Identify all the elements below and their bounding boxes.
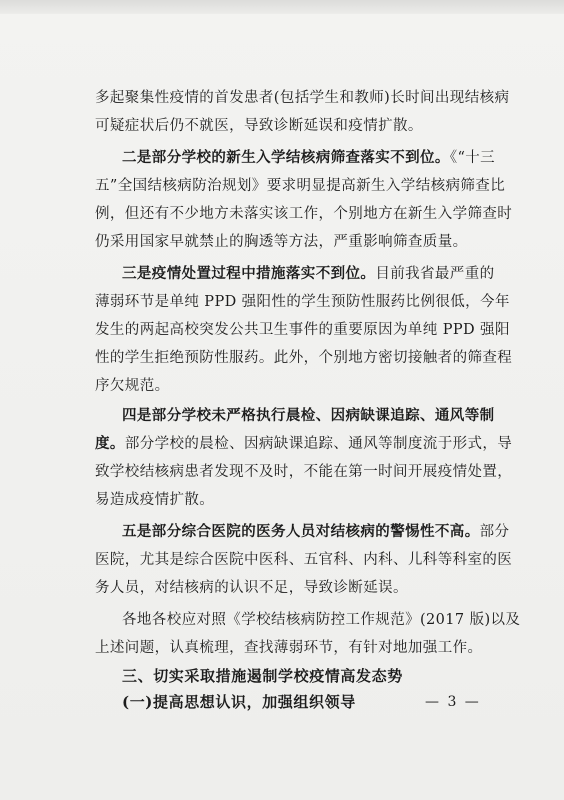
page-number: — 3 — — [425, 694, 481, 710]
paragraph-2-line-1 — [122, 148, 495, 168]
section-heading: 三、切实采取措施遏制学校疫情高发态势 — [122, 667, 403, 685]
paragraph-2-line-1-rest: 《“十三 — [449, 150, 496, 166]
paragraph-4-lead: 四是部分学校未严格执行晨检、因病缺课追踪、通风等制 — [122, 407, 495, 424]
paragraph-5-line-3: 务人员，对结核病的认识不足，导致诊断延误。 — [95, 580, 408, 596]
paragraph-2-lead: 二是部分学校的新生入学结核病筛查落实不到位。 — [122, 149, 450, 166]
paragraph-5-line-1-rest: 部分 — [479, 524, 510, 540]
subsection-heading: (一)提高思想认识，加强组织领导 — [122, 693, 356, 711]
paragraph-5-line-1 — [122, 522, 510, 542]
paragraph-5-line-2: 医院，尤其是综合医院中医科、五官科、内科、儿科等科室的医 — [95, 552, 513, 568]
paragraph-4-line-1-rest: 部分学校的晨检、因病缺课追踪、通风等制度流于形式，导 — [124, 436, 513, 452]
paragraph-3-line-4: 性的学生拒绝预防性服药。此外，个别地方密切接触者的筛查程 — [95, 350, 513, 366]
paragraph-3-line-1-rest: 目前我省最严重的 — [375, 266, 495, 282]
paragraph-2-line-4: 仍采用国家早就禁止的胸透等方法，严重影响筛查质量。 — [95, 234, 468, 250]
paragraph-3-line-1 — [122, 264, 495, 284]
paragraph-1-line-2: 可疑症状后仍不就医，导致诊断延误和疫情扩散。 — [95, 118, 423, 134]
paragraph-4-line-2: 致学校结核病患者发现不及时，不能在第一时间开展疫情处置， — [95, 464, 513, 480]
paragraph-3-line-2: 薄弱环节是单纯 PPD 强阳性的学生预防性服药比例很低，今年 — [95, 294, 510, 310]
paragraph-2-line-3: 例，但还有不少地方未落实该工作，个别地方在新生入学筛查时 — [95, 206, 513, 222]
paragraph-3-line-5: 序欠规范。 — [95, 378, 170, 394]
paragraph-5-lead: 五是部分综合医院的医务人员对结核病的警惕性不高。 — [122, 523, 480, 540]
paragraph-4-line-1 — [95, 434, 513, 454]
paragraph-2-line-2: 五”全国结核病防治规划》要求明显提高新生入学结核病筛查比 — [95, 178, 506, 194]
paragraph-3-lead: 三是疫情处置过程中措施落实不到位。 — [122, 265, 376, 282]
paragraph-3-line-3: 发生的两起高校突发公共卫生事件的重要原因为单纯 PPD 强阳 — [95, 322, 510, 338]
paragraph-1-line-1: 多起聚集性疫情的首发患者(包括学生和教师)长时间出现结核病 — [95, 90, 510, 106]
page-top-edge — [0, 0, 564, 14]
paragraph-4-lead-end: 度。 — [95, 435, 125, 452]
paragraph-4-line-3: 易造成疫情扩散。 — [95, 492, 215, 508]
paragraph-6-line-1: 各地各校应对照《学校结核病防控工作规范》(2017 版)以及 — [122, 612, 521, 628]
paragraph-6-line-2: 上述问题，认真梳理，查找薄弱环节，有针对地加强工作。 — [95, 640, 483, 656]
